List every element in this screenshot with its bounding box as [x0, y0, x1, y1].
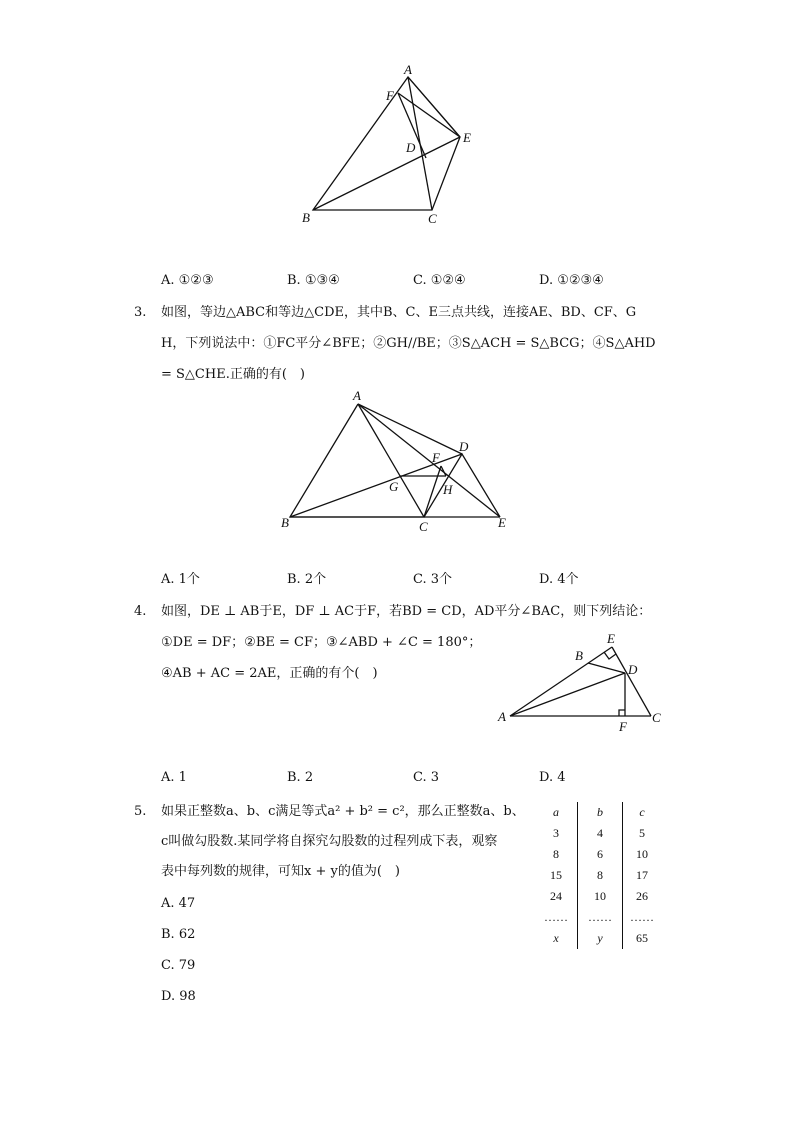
q3-option-b[interactable]: B. 2个	[287, 572, 327, 587]
table-cell: 8	[578, 865, 623, 886]
q3-label-e: E	[498, 515, 506, 530]
table-cell: 4	[578, 823, 623, 844]
q4-label-c: C	[652, 710, 661, 725]
q3-label-h: H	[443, 482, 453, 497]
q2-option-d[interactable]: D. ①②③④	[539, 273, 604, 288]
q2-option-a[interactable]: A. ①②③	[161, 273, 214, 288]
q4-figure	[495, 630, 670, 735]
q3-line-cf	[424, 466, 441, 517]
q3-line-1: 如图，等边△ABC和等边△CDE，其中B、C、E三点共线，连接AE、BD、CF、G	[161, 305, 637, 320]
table-row	[535, 907, 661, 928]
q2-label-a: A	[404, 62, 412, 77]
q3-option-a[interactable]: A. 1个	[161, 572, 200, 587]
q3-triangle-abc	[290, 404, 424, 517]
q3-line-3: = S△CHE.正确的有( )	[161, 367, 305, 382]
q4-label-a: A	[498, 709, 506, 724]
q4-label-d: D	[628, 662, 638, 677]
table-cell: 15	[550, 868, 562, 882]
q3-line-2: H，下列说法中：①FC平分∠BFE；②GH//BE；③S△ACH = S△BCG；④S△AHD	[161, 336, 656, 351]
table-cell: 3	[553, 826, 559, 840]
q3-line-ad	[358, 404, 462, 454]
table-cell: 6	[578, 844, 623, 865]
q3-label-a: A	[353, 388, 361, 403]
q4-line-1: 如图，DE ⊥ AB于E，DF ⊥ AC于F，若BD = CD，AD平分∠BAC，则下列结论：	[161, 604, 652, 619]
table-cell: 65	[636, 931, 648, 945]
q3-label-f: F	[432, 450, 440, 465]
table-cell: ……	[544, 910, 568, 924]
q4-label-f: F	[619, 719, 627, 734]
table-cell: x	[553, 931, 559, 945]
table-cell: ……	[578, 907, 623, 928]
q2-label-b: B	[302, 210, 310, 225]
q4-right-angle-f	[619, 710, 625, 716]
q3-label-g: G	[389, 479, 399, 494]
q4-label-e: E	[607, 631, 615, 646]
q5-number: 5.	[134, 804, 147, 819]
q5-line-1: 如果正整数a、b、c满足等式a² + b² = c²，那么正整数a、b、	[161, 804, 525, 819]
q3-option-c[interactable]: C. 3个	[413, 572, 453, 587]
table-cell: ……	[630, 910, 654, 924]
q2-option-b[interactable]: B. ①③④	[287, 273, 340, 288]
table-header-b: b	[578, 802, 623, 823]
q5-line-2: c叫做勾股数.某同学将自探究勾股数的过程列成下表，观察	[161, 834, 498, 849]
q4-line-ec	[612, 647, 651, 716]
q2-option-c[interactable]: C. ①②④	[413, 273, 466, 288]
q3-label-d: D	[459, 439, 469, 454]
q4-option-c[interactable]: C. 3	[413, 770, 440, 785]
q2-label-f: F	[386, 88, 394, 103]
table-row	[535, 823, 661, 844]
q2-label-d: D	[406, 140, 416, 155]
q3-option-d[interactable]: D. 4个	[539, 572, 579, 587]
q5-option-a[interactable]: A. 47	[161, 896, 196, 911]
q2-label-e: E	[463, 130, 471, 145]
q5-line-3: 表中每列数的规律，可知x + y的值为( )	[161, 864, 400, 879]
q4-label-b: B	[575, 648, 583, 663]
table-cell: y	[578, 928, 623, 949]
q4-line-bd	[588, 663, 625, 673]
q5-option-b[interactable]: B. 62	[161, 927, 196, 942]
q4-number: 4.	[134, 604, 147, 619]
pythagorean-table	[535, 802, 661, 949]
q4-line-3: ④AB + AC = 2AE，正确的有个( )	[161, 666, 378, 681]
q4-option-a[interactable]: A. 1	[161, 770, 187, 785]
table-row	[535, 886, 661, 907]
table-cell: 10	[578, 886, 623, 907]
table-cell: 24	[550, 889, 562, 903]
q4-line-ad	[510, 673, 625, 716]
table-cell: 10	[636, 847, 648, 861]
q5-option-c[interactable]: C. 79	[161, 958, 196, 973]
q4-line-ae	[510, 647, 612, 716]
q3-number: 3.	[134, 305, 147, 320]
table-header-a: a	[553, 805, 559, 819]
q2-line-ae	[408, 77, 460, 137]
table-cell: 17	[636, 868, 648, 882]
q3-figure	[278, 385, 518, 535]
q3-label-c: C	[419, 519, 428, 534]
q2-figure	[290, 60, 490, 235]
table-header-c: c	[639, 805, 645, 819]
q4-option-b[interactable]: B. 2	[287, 770, 314, 785]
q2-line-be	[313, 137, 460, 210]
table-row	[535, 844, 661, 865]
q5-option-d[interactable]: D. 98	[161, 989, 196, 1004]
table-cell: 8	[553, 847, 559, 861]
table-header-row	[535, 802, 661, 823]
table-cell: 26	[636, 889, 648, 903]
q4-option-d[interactable]: D. 4	[539, 770, 566, 785]
q3-label-b: B	[281, 515, 289, 530]
q4-right-angle-e	[604, 652, 616, 659]
q2-label-c: C	[428, 211, 437, 226]
table-row	[535, 928, 661, 949]
table-cell: 5	[639, 826, 645, 840]
table-row	[535, 865, 661, 886]
q4-line-2: ①DE = DF；②BE = CF；③∠ABD + ∠C = 180°；	[161, 635, 482, 650]
